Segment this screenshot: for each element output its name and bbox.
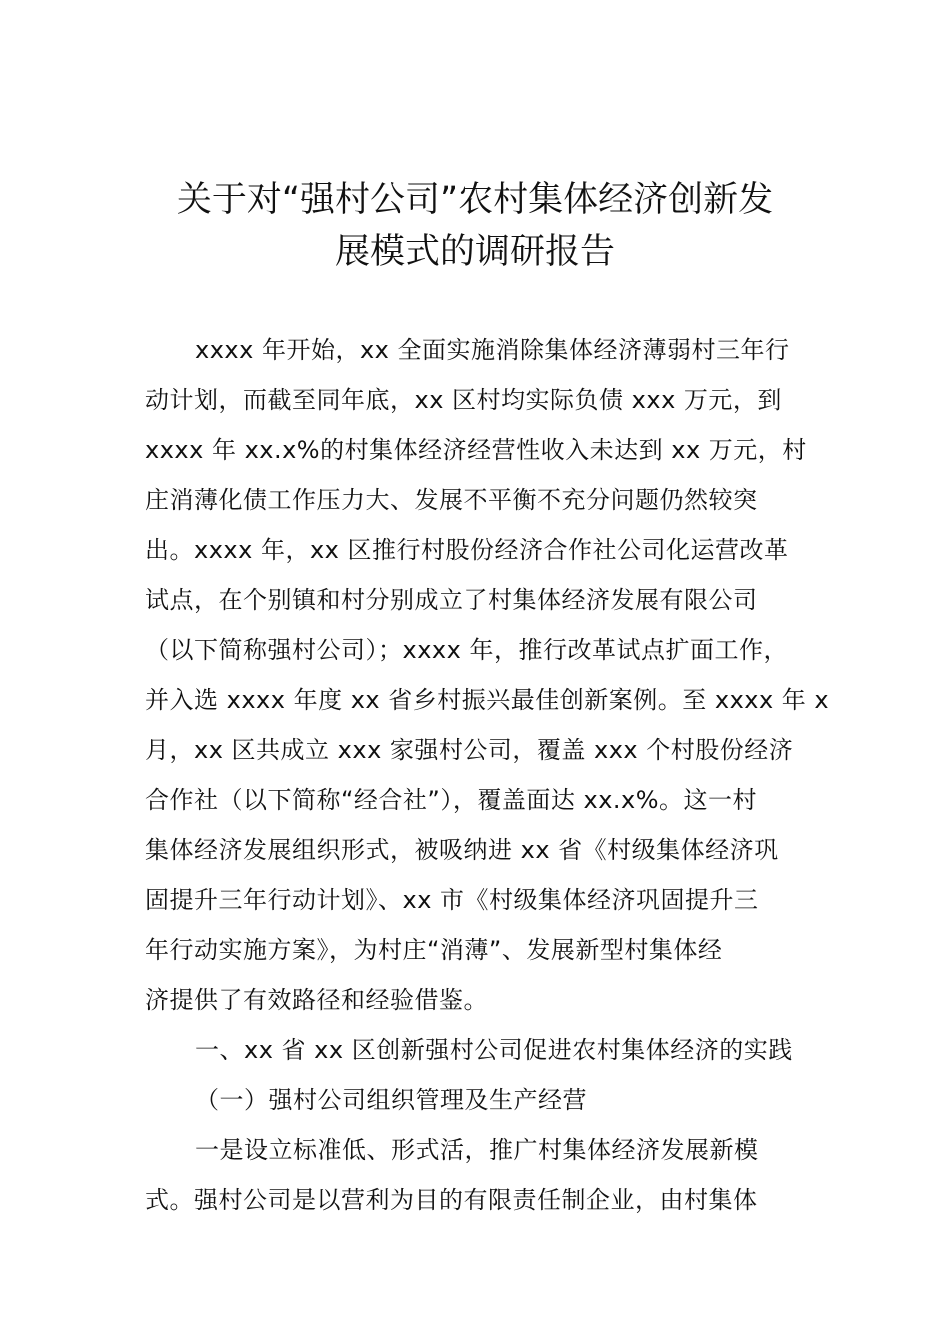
- paragraph-line: xxxx 年开始，xx 全面实施消除集体经济薄弱村三年行: [195, 336, 790, 364]
- paragraph-line: 年行动实施方案》，为村庄“消薄”、发展新型村集体经: [145, 936, 723, 964]
- paragraph-line: 式。强村公司是以营利为目的有限责任制企业，由村集体: [145, 1186, 758, 1214]
- paragraph-line: 庄消薄化债工作压力大、发展不平衡不充分问题仍然较突: [145, 486, 758, 514]
- paragraph-line: 出。xxxx 年，xx 区推行村股份经济合作社公司化运营改革: [145, 536, 789, 564]
- paragraph-line: 固提升三年行动计划》、xx 市《村级集体经济巩固提升三: [145, 886, 759, 914]
- paragraph-line: （以下简称强村公司）；xxxx 年，推行改革试点扩面工作，: [145, 636, 788, 664]
- document-title-line-1: 关于对“强村公司”农村集体经济创新发: [176, 180, 774, 220]
- paragraph-line: xxxx 年 xx.x%的村集体经济经营性收入未达到 xx 万元，村: [145, 436, 807, 464]
- subsection-heading: （一）强村公司组织管理及生产经营: [195, 1086, 587, 1114]
- paragraph-line: 月，xx 区共成立 xxx 家强村公司，覆盖 xxx 个村股份经济: [145, 736, 794, 764]
- paragraph-line: 济提供了有效路径和经验借鉴。: [145, 986, 488, 1014]
- paragraph-line: 并入选 xxxx 年度 xx 省乡村振兴最佳创新案例。至 xxxx 年 x: [145, 686, 830, 714]
- section-heading: 一、xx 省 xx 区创新强村公司促进农村集体经济的实践: [195, 1036, 793, 1064]
- document-title-line-2: 展模式的调研报告: [334, 232, 615, 272]
- paragraph-line: 一是设立标准低、形式活，推广村集体经济发展新模: [195, 1136, 759, 1164]
- paragraph-line: 动计划，而截至同年底，xx 区村均实际负债 xxx 万元，到: [145, 386, 782, 414]
- paragraph-line: 集体经济发展组织形式，被吸纳进 xx 省《村级集体经济巩: [145, 836, 779, 864]
- paragraph-line: 合作社（以下简称“经合社”），覆盖面达 xx.x%。这一村: [145, 786, 758, 814]
- paragraph-line: 试点，在个别镇和村分别成立了村集体经济发展有限公司: [145, 586, 758, 614]
